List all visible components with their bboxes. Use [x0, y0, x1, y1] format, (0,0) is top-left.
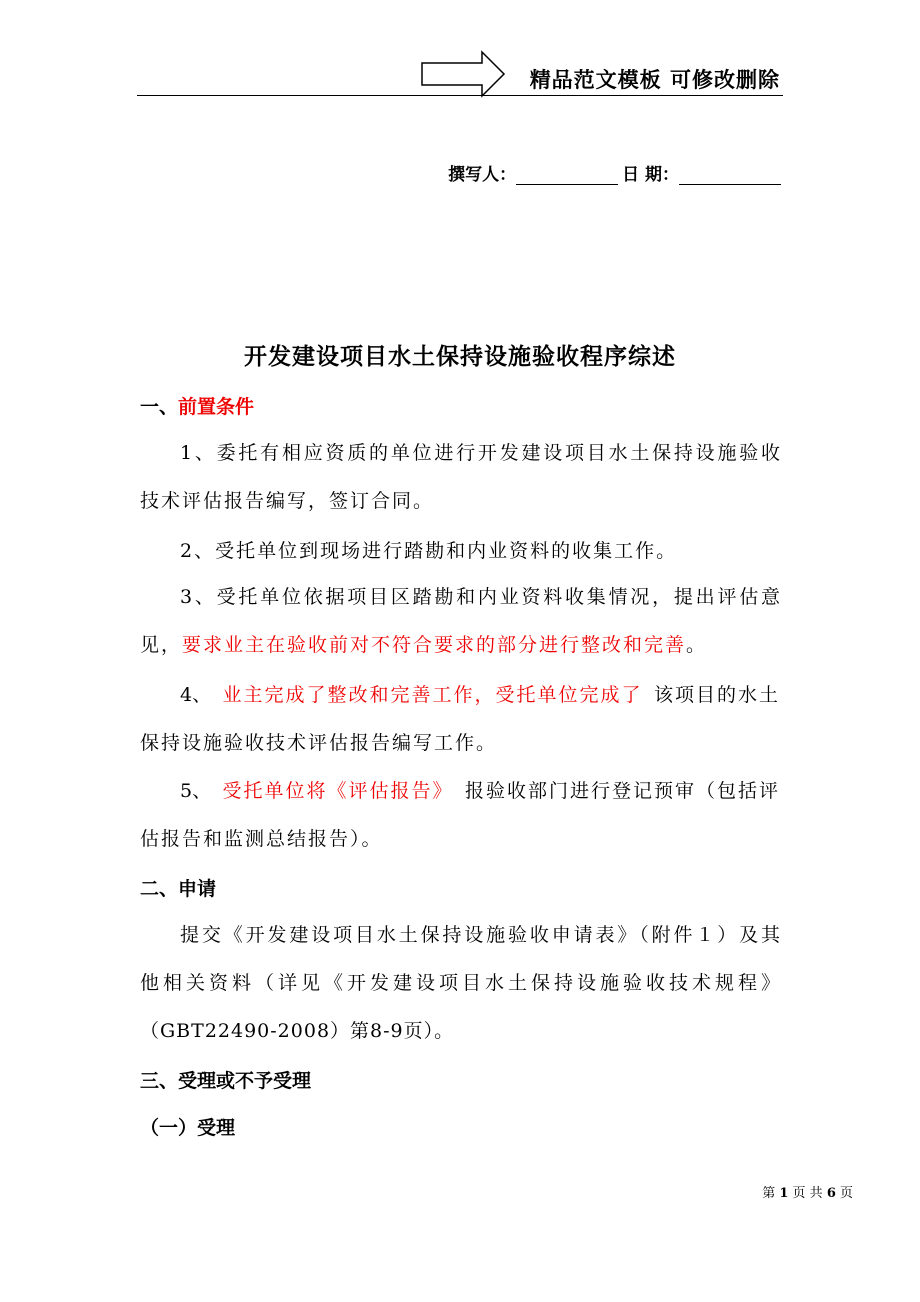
paragraph-1-line-1: 1、委托有相应资质的单位进行开发建设项目水土保持设施验收 — [180, 442, 780, 464]
paragraph-5-line-1: 5、 受托单位将《评估报告》 报验收部门进行登记预审（包括评 — [180, 780, 780, 802]
author-blank — [516, 166, 618, 185]
page-title: 开发建设项目水土保持设施验收程序综述 — [244, 344, 676, 370]
date-blank — [679, 166, 781, 185]
paragraph-4-line-2: 保持设施验收技术评估报告编写工作。 — [140, 732, 498, 754]
section-heading-3: 三、受理或不予受理 — [140, 1070, 312, 1092]
paragraph-2: 2、受托单位到现场进行踏勘和内业资料的收集工作。 — [180, 540, 678, 562]
paragraph-6-line-3: （GBT22490-2008）第8-9页）。 — [140, 1020, 455, 1042]
subsection-heading-1: （一）受理 — [140, 1117, 236, 1139]
paragraph-4-line-1: 4、 业主完成了整改和完善工作，受托单位完成了 该项目的水土 — [180, 684, 780, 706]
author-date-row — [448, 160, 781, 185]
section-heading-1: 一、前置条件 — [140, 396, 255, 418]
paragraph-1-line-2: 技术评估报告编写，签订合同。 — [140, 490, 435, 512]
author-label: 撰写人： — [448, 165, 517, 185]
header-banner: 精品范文模板 可修改删除 — [529, 68, 780, 92]
date-label: 日 期： — [622, 165, 679, 185]
section-heading-2: 二、申请 — [140, 878, 217, 900]
header-divider — [137, 95, 783, 96]
paragraph-5-line-2: 估报告和监测总结报告）。 — [140, 828, 383, 850]
page-number-footer: 第 1 页 共 6 页 — [762, 1186, 853, 1201]
arrow-right-icon — [420, 50, 506, 98]
paragraph-3-line-2: 见，要求业主在验收前对不符合要求的部分进行整改和完善。 — [140, 634, 708, 656]
paragraph-6-line-2: 他相关资料（详见《开发建设项目水土保持设施验收技术规程》 — [140, 972, 780, 994]
paragraph-3-line-1: 3、受托单位依据项目区踏勘和内业资料收集情况，提出评估意 — [180, 586, 780, 608]
paragraph-6-line-1: 提交《开发建设项目水土保持设施验收申请表》（附件１）及其 — [180, 924, 780, 946]
